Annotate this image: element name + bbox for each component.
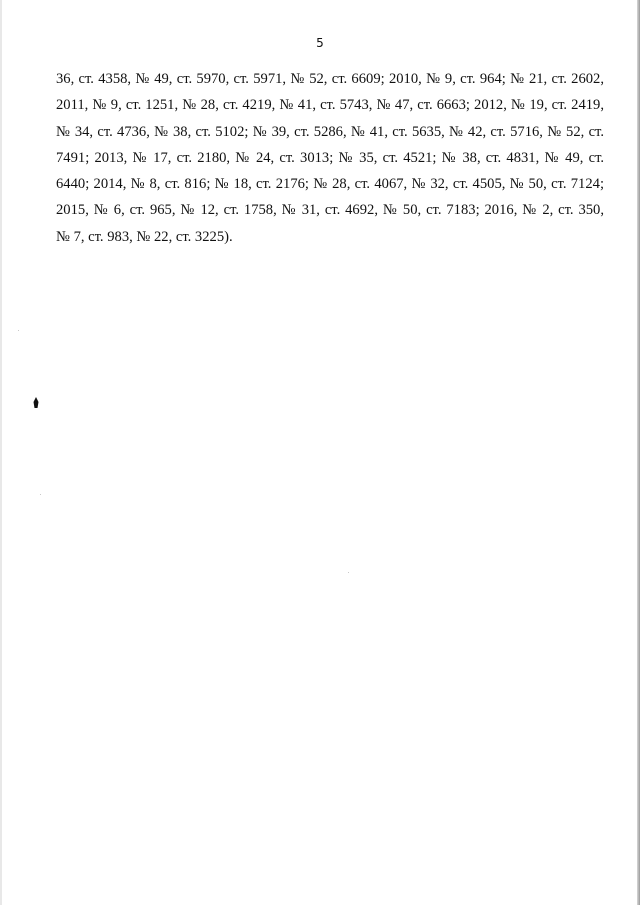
scan-speck — [18, 330, 19, 331]
body-text — [56, 66, 604, 250]
scan-speck — [348, 572, 349, 573]
scan-speck — [40, 494, 41, 495]
text-line: 2011, № 9, ст. 1251, № 28, ст. 4219, № 41, ст. 5743, № 47, ст. 6663; 2012, № 19, ст. 2419, — [56, 97, 604, 114]
page-number: 5 — [316, 36, 324, 50]
text-line: 36, ст. 4358, № 49, ст. 5970, ст. 5971, № 52, ст. 6609; 2010, № 9, ст. 964; № 21, ст. 2602, — [56, 71, 604, 87]
text-line: 2015, № 6, ст. 965, № 12, ст. 1758, № 31, ст. 4692, № 50, ст. 7183; 2016, № 2, ст. 350, — [56, 202, 604, 219]
text-line: 7491; 2013, № 17, ст. 2180, № 24, ст. 3013; № 35, ст. 4521; № 38, ст. 4831, № 49, ст. — [56, 149, 604, 166]
scan-mark-icon — [33, 397, 39, 408]
text-line: 6440; 2014, № 8, ст. 816; № 18, ст. 2176; № 28, ст. 4067, № 32, ст. 4505, № 50, ст. 7124; — [56, 176, 604, 193]
text-line: № 34, ст. 4736, № 38, ст. 5102; № 39, ст. 5286, № 41, ст. 5635, № 42, ст. 5716, № 52, ст. — [56, 123, 604, 140]
text-line: № 7, ст. 983, № 22, ст. 3225). — [56, 228, 233, 245]
scan-edge-left — [0, 0, 2, 905]
